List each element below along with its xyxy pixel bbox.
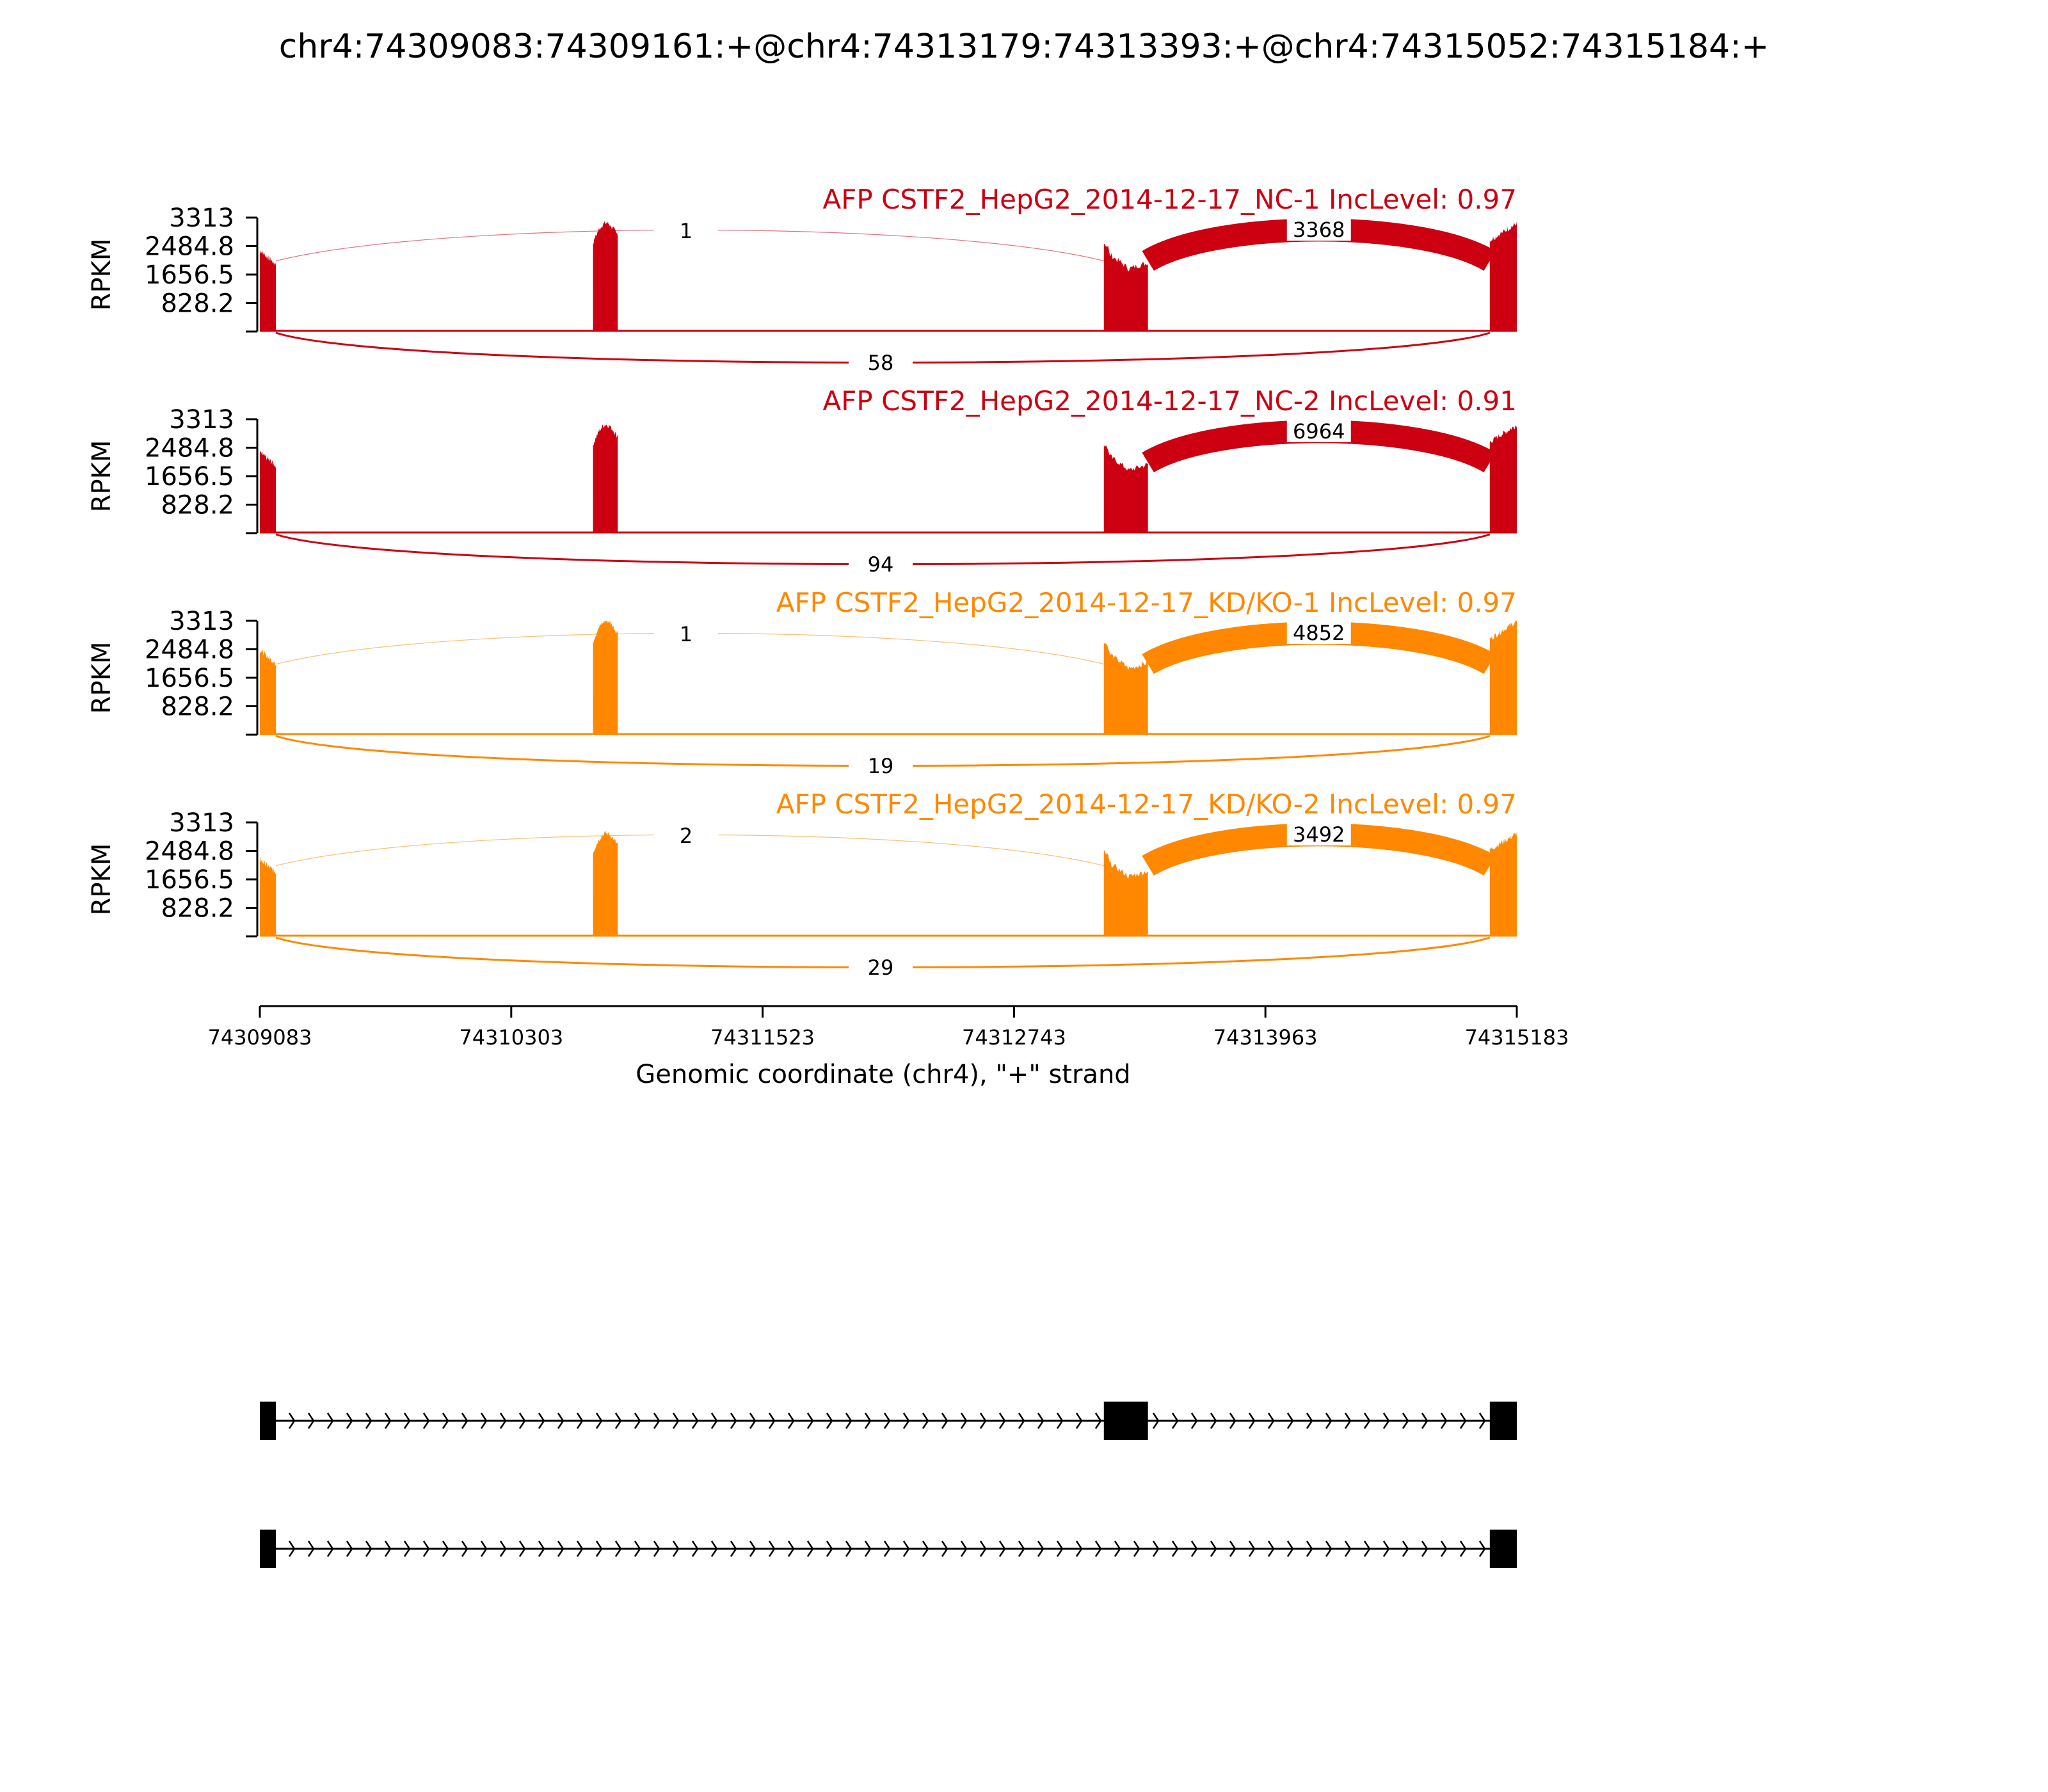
y-tick-label: 2484.8 — [145, 433, 234, 463]
isoform-models — [260, 1402, 1517, 1568]
junction-count: 2 — [679, 824, 693, 848]
x-tick-label: 74313963 — [1213, 1025, 1318, 1050]
junction-count: 3368 — [1293, 218, 1345, 242]
coverage-exon-1 — [260, 649, 276, 735]
y-tick-label: 828.2 — [161, 692, 234, 722]
y-tick-label: 1656.5 — [145, 865, 234, 895]
track-label: AFP CSTF2_HepG2_2014-12-17_KD/KO-2 IncLevel: 0.97 — [776, 788, 1517, 820]
junction-count: 1 — [679, 622, 693, 646]
tracks — [87, 184, 1517, 980]
track-3 — [87, 587, 1517, 778]
track-1 — [87, 184, 1517, 375]
coverage-exon-2 — [593, 221, 618, 332]
isoform-2 — [260, 1530, 1517, 1568]
y-axis-label: RPKM — [87, 238, 116, 311]
y-tick-label: 1656.5 — [145, 462, 234, 492]
track-label: AFP CSTF2_HepG2_2014-12-17_NC-1 IncLevel: 0.97 — [822, 184, 1517, 215]
junction-count: 3492 — [1293, 822, 1345, 847]
track-2 — [87, 385, 1517, 577]
x-tick-label: 74309083 — [207, 1025, 312, 1050]
x-axis — [208, 1006, 1569, 1050]
coverage-exon-2 — [593, 424, 618, 533]
junction-count: 4852 — [1293, 621, 1345, 645]
junction-count: 94 — [867, 552, 894, 577]
y-tick-label: 3313 — [169, 405, 234, 435]
isoform-exon — [1490, 1530, 1517, 1568]
x-tick-label: 74312743 — [961, 1025, 1066, 1050]
isoform-exon — [1104, 1402, 1148, 1440]
y-tick-label: 3313 — [169, 808, 234, 838]
isoform-exon — [1490, 1402, 1517, 1440]
track-4 — [87, 788, 1517, 980]
y-tick-label: 2484.8 — [145, 836, 234, 867]
y-tick-label: 3313 — [169, 607, 234, 636]
x-tick-label: 74311523 — [710, 1025, 815, 1050]
coverage-exon-3 — [1104, 445, 1148, 534]
y-axis-label: RPKM — [87, 440, 116, 513]
coverage-exon-1 — [260, 857, 276, 936]
coverage-exon-2 — [593, 831, 618, 936]
y-tick-label: 2484.8 — [145, 635, 234, 665]
coverage-exon-3 — [1104, 244, 1148, 332]
coverage-exon-4 — [1490, 426, 1517, 533]
coverage-exon-4 — [1490, 621, 1517, 735]
y-tick-label: 828.2 — [161, 289, 234, 319]
coverage-exon-1 — [260, 451, 276, 533]
y-axis-label: RPKM — [87, 641, 116, 714]
y-tick-label: 2484.8 — [145, 232, 234, 262]
junction-count: 1 — [679, 219, 693, 243]
coverage-exon-4 — [1490, 221, 1517, 332]
isoform-exon — [260, 1402, 276, 1440]
y-tick-label: 828.2 — [161, 490, 234, 520]
junction-count: 29 — [867, 956, 894, 980]
x-tick-label: 74310303 — [459, 1025, 564, 1050]
coverage-exon-1 — [260, 251, 276, 332]
y-axis-label: RPKM — [87, 843, 116, 916]
y-tick-label: 1656.5 — [145, 664, 234, 693]
isoform-exon — [260, 1530, 276, 1568]
y-tick-label: 828.2 — [161, 893, 234, 924]
isoform-1 — [260, 1402, 1517, 1440]
junction-count: 58 — [867, 351, 894, 375]
coverage-exon-2 — [593, 621, 618, 735]
coverage-exon-3 — [1104, 850, 1148, 937]
y-tick-label: 3313 — [169, 204, 234, 233]
junction-count: 6964 — [1293, 419, 1345, 444]
coverage-exon-3 — [1104, 643, 1148, 735]
track-label: AFP CSTF2_HepG2_2014-12-17_NC-2 IncLevel: 0.91 — [822, 385, 1517, 417]
chart-title: chr4:74309083:74309161:+@chr4:74313179:74313393:+@chr4:74315052:74315184:+ — [278, 28, 1770, 66]
x-axis-label: Genomic coordinate (chr4), "+" strand — [636, 1060, 1131, 1089]
junction-count: 19 — [867, 754, 894, 778]
coverage-exon-4 — [1490, 832, 1517, 936]
y-tick-label: 1656.5 — [145, 260, 234, 290]
x-tick-label: 74315183 — [1464, 1025, 1569, 1050]
track-label: AFP CSTF2_HepG2_2014-12-17_KD/KO-1 IncLevel: 0.97 — [776, 587, 1517, 618]
